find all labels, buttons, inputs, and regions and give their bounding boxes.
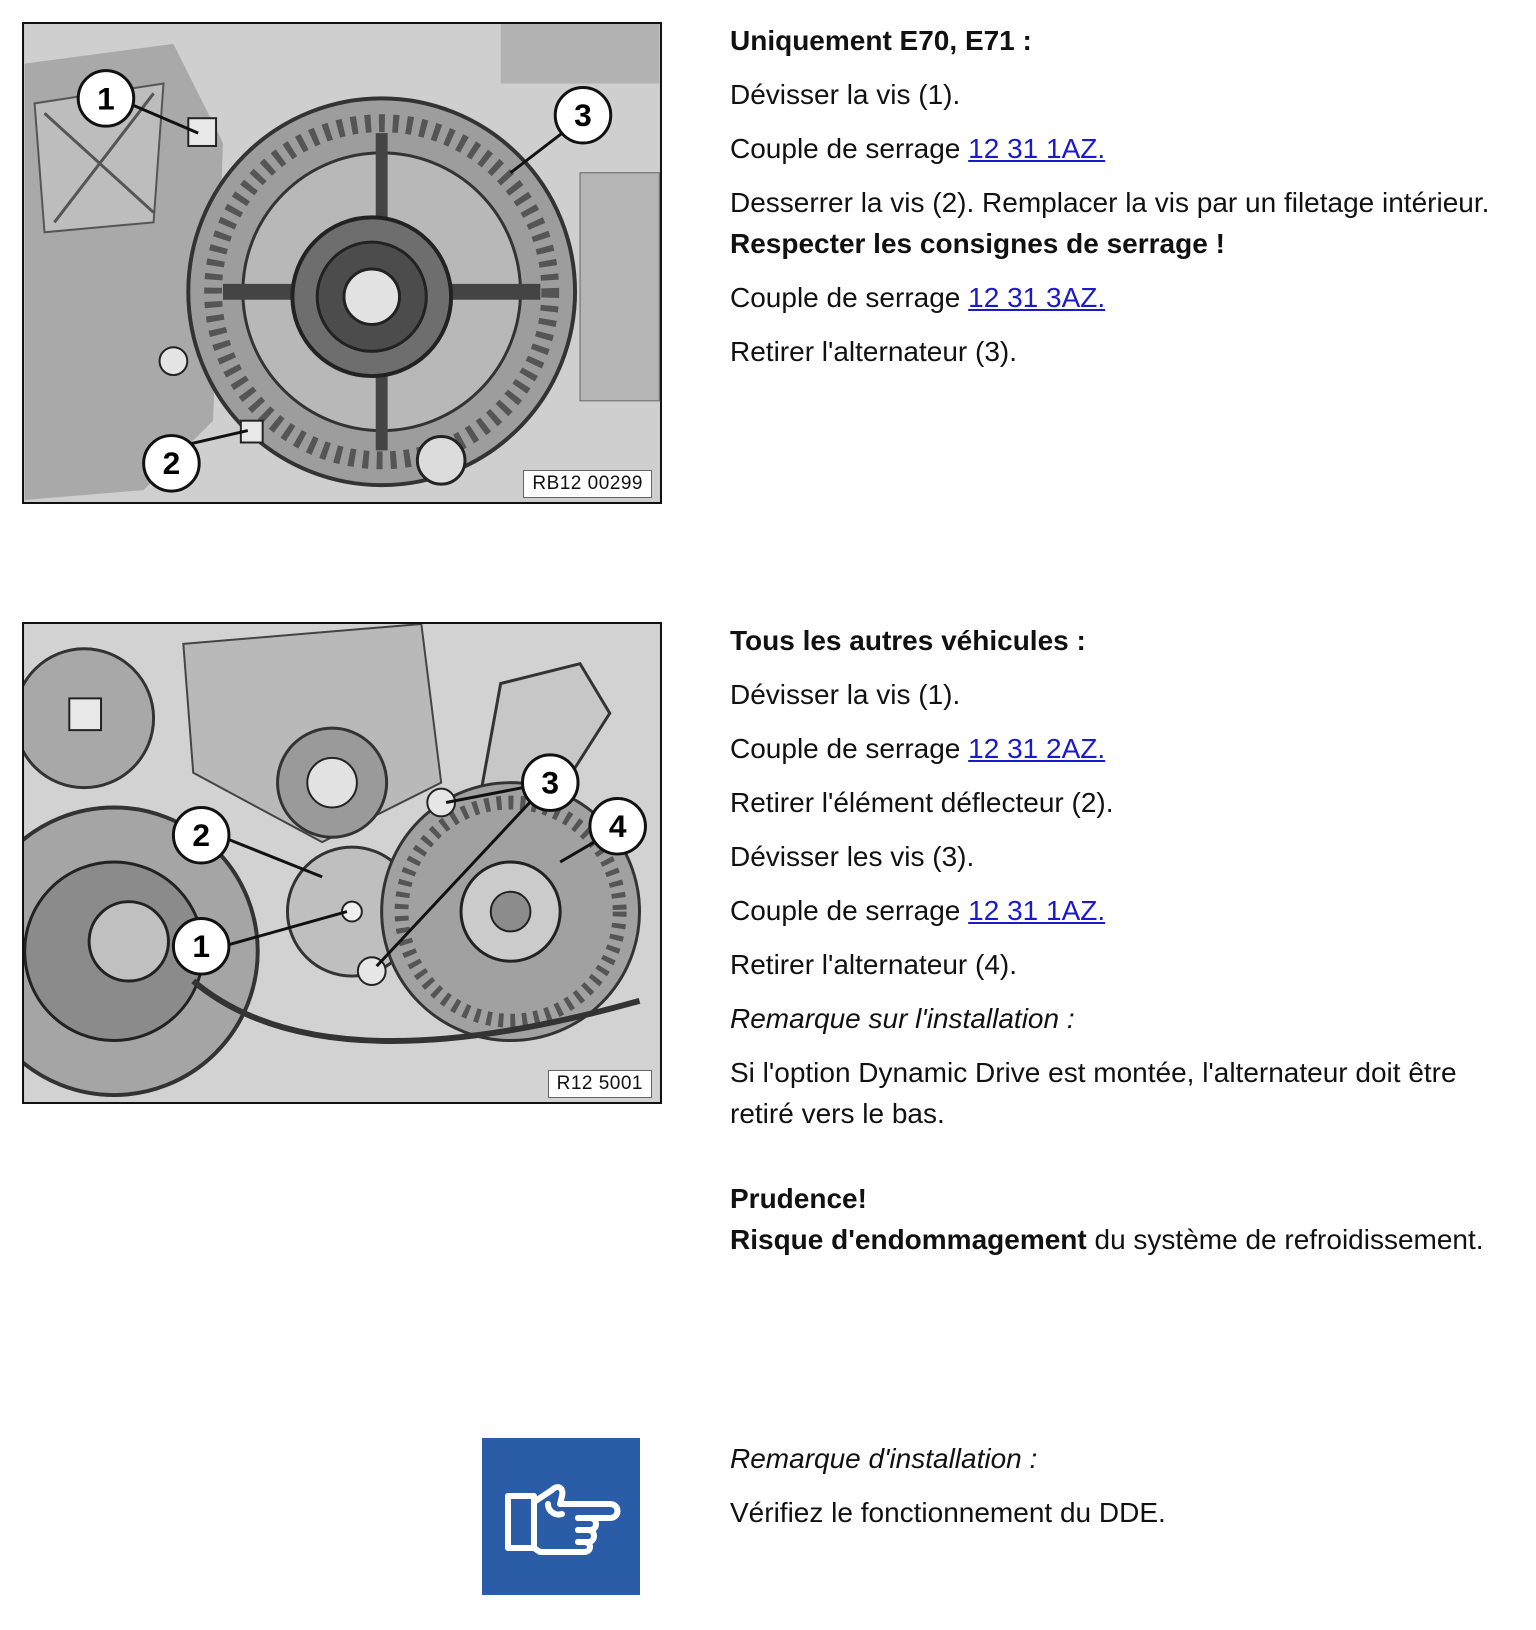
torque-line: Couple de serrage 12 31 2AZ. — [730, 733, 1106, 764]
install-note — [730, 1438, 1520, 1546]
svg-text:3: 3 — [574, 97, 592, 134]
callout-3 — [522, 755, 578, 811]
figure-code: R12 5001 — [548, 1070, 652, 1098]
note-label: Remarque sur l'installation : — [730, 1003, 1075, 1034]
step-text: Desserrer la vis (2). Remplacer la vis par un filetage intérieur. Respecter les consignes de serrage ! — [730, 187, 1490, 259]
torque-line: Couple de serrage 12 31 1AZ. — [730, 895, 1106, 926]
torque-link[interactable]: 12 31 2AZ. — [968, 733, 1106, 764]
figure-code: RB12 00299 — [523, 470, 652, 498]
figure-alternator-e70-e71 — [22, 22, 662, 504]
callout-4 — [590, 799, 646, 855]
note-label: Remarque d'installation : — [730, 1443, 1038, 1474]
alternator-illustration-1 — [24, 24, 660, 502]
torque-link[interactable]: 12 31 3AZ. — [968, 282, 1106, 313]
step-text: Dévisser la vis (1). — [730, 679, 961, 710]
svg-text:3: 3 — [541, 764, 560, 801]
step-text: Dévisser les vis (3). — [730, 841, 975, 872]
section-heading: Tous les autres véhicules : — [730, 625, 1086, 656]
callout-2 — [144, 436, 200, 492]
pointing-hand-icon — [482, 1438, 640, 1595]
step-text: Retirer l'élément déflecteur (2). — [730, 787, 1114, 818]
callout-1 — [78, 71, 134, 127]
callout-1 — [173, 919, 229, 975]
step-text: Dévisser la vis (1). — [730, 79, 961, 110]
torque-line: Couple de serrage 12 31 3AZ. — [730, 282, 1106, 313]
note-text: Vérifiez le fonctionnement du DDE. — [730, 1497, 1166, 1528]
section-heading: Uniquement E70, E71 : — [730, 25, 1032, 56]
svg-text:2: 2 — [192, 817, 210, 854]
note-text: Si l'option Dynamic Drive est montée, l'alternateur doit être retiré vers le bas. — [730, 1057, 1457, 1129]
callout-2 — [173, 807, 229, 863]
step-text: Retirer l'alternateur (3). — [730, 336, 1017, 367]
section-e70-e71 — [730, 20, 1520, 385]
torque-link[interactable]: 12 31 1AZ. — [968, 133, 1106, 164]
caution-emphasis: Risque d'endommagement — [730, 1224, 1087, 1255]
caution-block — [730, 1178, 1520, 1273]
figure-alternator-other — [22, 622, 662, 1104]
callout-3 — [555, 87, 611, 143]
svg-text:4: 4 — [608, 808, 627, 845]
emphasis-text: Respecter les consignes de serrage ! — [730, 228, 1225, 259]
torque-line: Couple de serrage 12 31 1AZ. — [730, 133, 1106, 164]
svg-text:1: 1 — [192, 928, 210, 965]
pointing-hand-glyph — [482, 1438, 640, 1595]
torque-link[interactable]: 12 31 1AZ. — [968, 895, 1106, 926]
step-text: Retirer l'alternateur (4). — [730, 949, 1017, 980]
alternator-illustration-2 — [24, 624, 660, 1102]
svg-text:1: 1 — [97, 80, 115, 117]
svg-text:2: 2 — [162, 445, 181, 482]
caution-text: Risque d'endommagement du système de refroidissement. — [730, 1224, 1484, 1255]
section-other-vehicles — [730, 620, 1520, 1147]
caution-title: Prudence! — [730, 1183, 867, 1214]
